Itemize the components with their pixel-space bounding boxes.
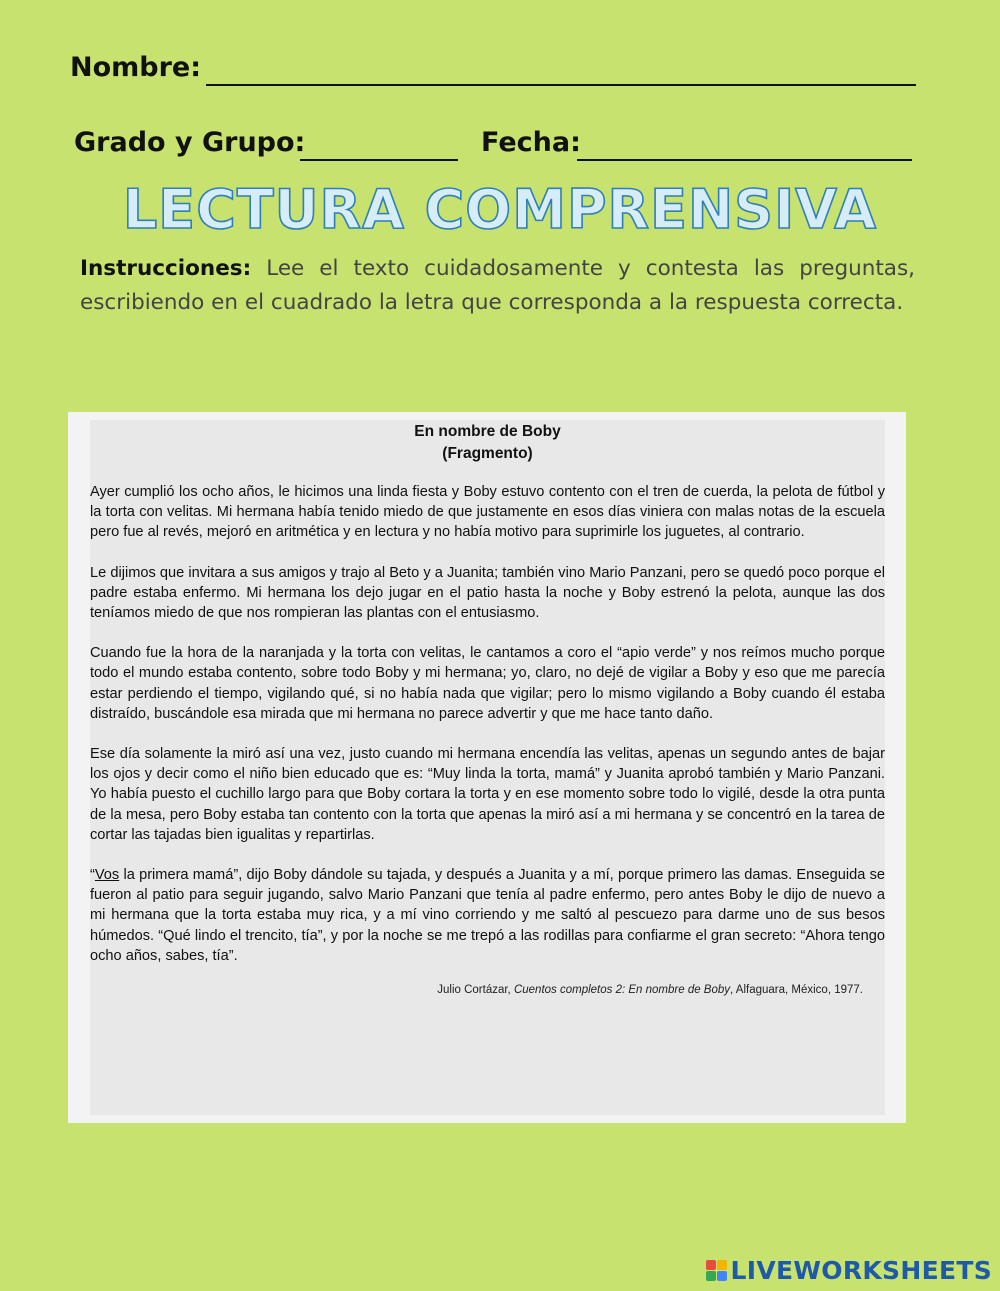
reading-passage [68, 412, 906, 1123]
nombre-label: Nombre: [70, 52, 202, 83]
paragraph-3: Cuando fue la hora de la naranjada y la torta con velitas, le cantamos a coro el “apio verde” y nos reímos mucho porque todo el mundo estaba contento, sobre todo Boby y mi hermana; yo, claro, no dejé de vigilar a Boby y eso que me parecía estar perdiendo el tiempo, vigilando qué, si no había nada que vigilar; pero lo mismo vigilando a Boby cuando él estaba distraído, buscándole esa mirada que mi hermana no parece advertir y que me hace tanto daño. [90, 645, 885, 722]
citation-publisher: , Alfaguara, México, 1977. [730, 984, 863, 997]
citation-author: Julio Cortázar, [437, 984, 514, 997]
underlined-word: Vos [94, 867, 120, 884]
logo-square-2 [717, 1260, 727, 1270]
nombre-row [0, 52, 1000, 92]
paragraph-5-text: la primera mamá”, dijo Boby dándole su tajada, y después a Juanita y a mí, porque primero las damas. Enseguida se fueron al patio para seguir jugando, salvo Mario Panzani que tenía al padre enfermo, pero antes Boby le dijo de nuevo a mi hermana que la torta estaba muy rica, y a mí vino corriendo y me saltó al pescuezo para darme uno de sus besos húmedos. “Qué lindo el trencito, tía”, y por la noche se me trepó a las rodillas para confiarme el gran secreto: “Ahora tengo ocho años, sabes, tía”. [90, 867, 885, 964]
citation-work: Cuentos completos 2: En nombre de Boby [513, 984, 731, 997]
brand-name: LIVEWORKSHEETS [730, 1255, 992, 1285]
logo-square-4 [717, 1271, 727, 1281]
grado-label: Grado y Grupo: [74, 127, 306, 158]
fecha-label: Fecha: [481, 127, 581, 158]
citation [90, 984, 863, 996]
liveworksheets-icon [706, 1260, 727, 1281]
reading-subtitle: (Fragmento) [442, 445, 533, 462]
paragraph-5-open-quote: “ [90, 867, 95, 884]
grado-fecha-row [0, 127, 1000, 167]
logo-square-1 [706, 1260, 716, 1270]
paragraph-4: Ese día solamente la miró así una vez, justo cuando mi hermana encendía las velitas, apenas un segundo antes de bajar los ojos y decir como el niño bien educado que es: “Muy linda la torta, mamá” y Juanita aprobó también y Mario Panzani. Yo había puesto el cuchillo largo para que Boby cortara la torta y en ese momento sobre todo lo vigilé, desde la otra punta de la mesa, pero Boby estaba tan contento con la torta que apenas la miró así a mi hermana y se concentró en la tarea de cortar las tajadas bien igualitas y repartirlas. [90, 746, 885, 843]
liveworksheets-logo[interactable] [706, 1254, 992, 1286]
grado-field[interactable] [300, 159, 458, 161]
paragraph-1: Ayer cumplió los ocho años, le hicimos una linda fiesta y Boby estuvo contento con el tren de cuerda, la pelota de fútbol y la torta con velitas. Mi hermana había tenido miedo de que justamente en esos días viniera con malas notas de la escuela pero fue al revés, mejoró en aritmética y en lectura y no había motivo para suprimirle los juguetes, al contrario. [90, 484, 885, 541]
instructions-text: Lee el texto cuidadosamente y contesta las preguntas, escribiendo en el cuadrado la letra que corresponda a la respuesta correcta. [80, 256, 915, 315]
instructions-label: Instrucciones: [80, 256, 252, 281]
reading-content [90, 420, 885, 1115]
page-title: LECTURA COMPRENSIVA [122, 178, 878, 241]
reading-title: En nombre de Boby [414, 423, 561, 440]
instructions [80, 252, 915, 320]
fecha-field[interactable] [577, 159, 912, 161]
paragraph-5 [90, 865, 885, 966]
nombre-field[interactable] [206, 84, 916, 86]
paragraph-2: Le dijimos que invitara a sus amigos y trajo al Beto y a Juanita; también vino Mario Panzani, pero se quedó poco porque el padre estaba enfermo. Mi hermana los dejo jugar en el patio hasta la noche y Boby estrenó la pelota, aunque las dos teníamos miedo de que nos rompieran las plantas con el entusiasmo. [90, 564, 885, 622]
logo-square-3 [706, 1271, 716, 1281]
